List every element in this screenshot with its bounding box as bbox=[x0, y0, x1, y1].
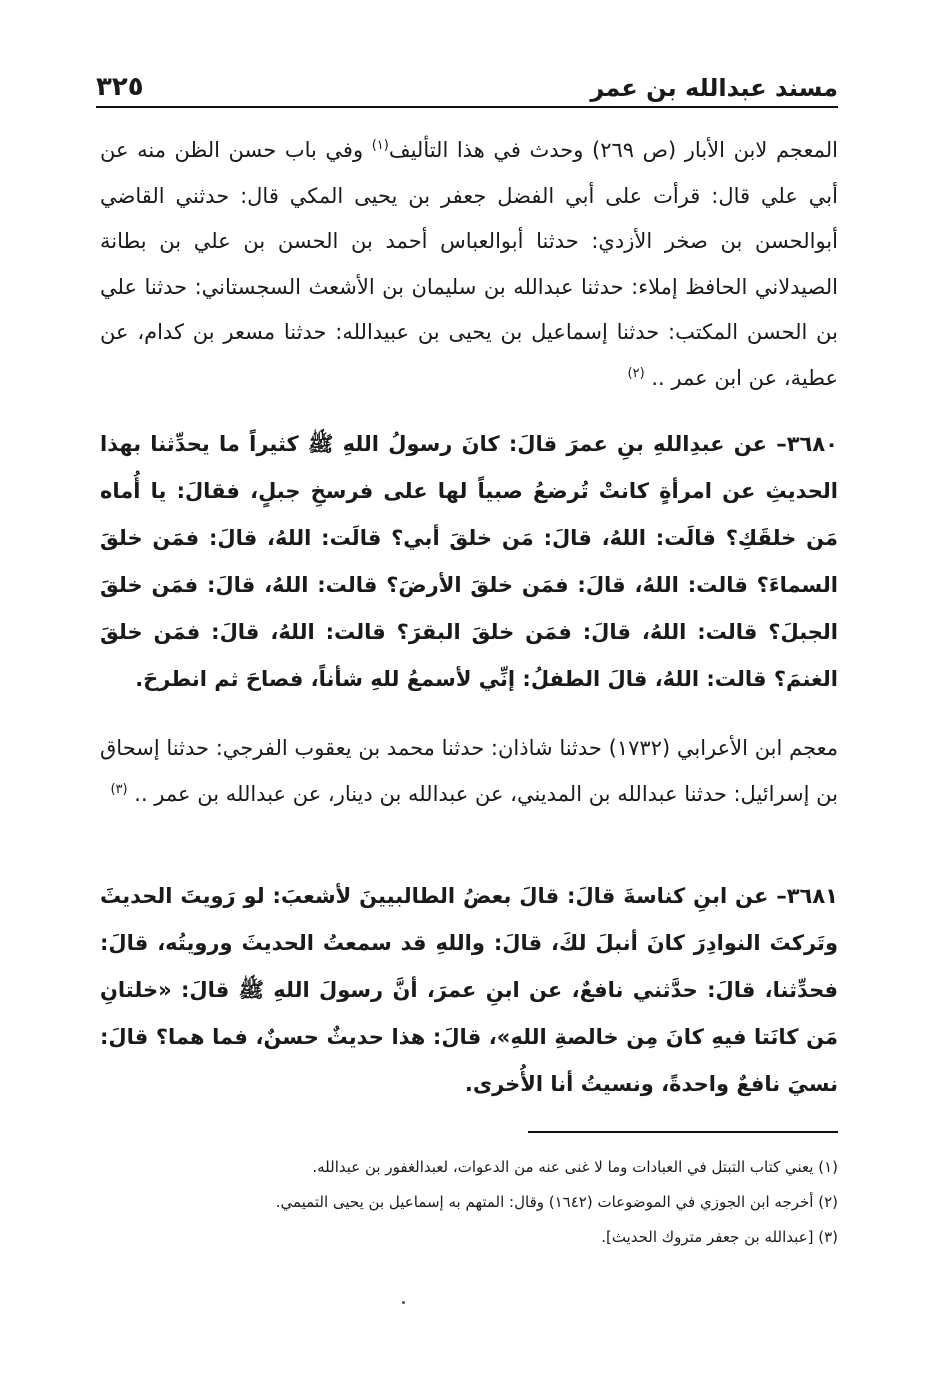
page-number: ٣٢٥ bbox=[96, 72, 144, 102]
footnote-1: (١) يعني كتاب التبتل في العبادات وما لا غنى عنه من الدعوات، لعبدالغفور بن عبدالله. bbox=[312, 1158, 838, 1176]
footnote-separator bbox=[528, 1131, 838, 1133]
print-speck bbox=[402, 1301, 405, 1304]
header-title: مسند عبدالله بن عمر bbox=[590, 74, 838, 102]
hadith-3680 bbox=[100, 421, 838, 703]
footnote-2: (٢) أخرجه ابن الجوزي في الموضوعات (١٦٤٢) وقال: المتهم به إسماعيل بن يحيى التميمي. bbox=[275, 1193, 838, 1211]
paragraph-text-rest: وفي باب حسن الظن منه عن أبي علي قال: قرأت على أبي الفضل جعفر بن يحيى المكي قال: حدثني القاضي أبوالحسن بن صخر الأزدي: حدثنا أبوالعباس أحمد بن الحسن بن علي بن بطانة الصيدلاني الحافظ إملاء: حدثنا عبدالله بن سليمان بن الأشعث السجستاني: حدثنا علي بن الحسن المكتب: حدثنا إسماعيل بن يحيى بن عبيدالله: حدثنا مسعر بن كدام، عن عطية، عن ابن عمر .. bbox=[100, 138, 838, 390]
paragraph-source-2 bbox=[100, 726, 838, 817]
paragraph-text: المعجم لابن الأبار (ص ٢٦٩) وحدث في هذا التأليف bbox=[388, 138, 838, 162]
running-header bbox=[96, 62, 838, 108]
hadith-3681 bbox=[100, 873, 838, 1108]
footnote-ref-2: (٢) bbox=[627, 365, 645, 381]
paragraph-source-1 bbox=[100, 128, 838, 401]
paragraph-text: معجم ابن الأعرابي (١٧٣٢) حدثنا شاذان: حدثنا محمد بن يعقوب الفرجي: حدثنا إسحاق بن إسرائيل: حدثنا عبدالله بن المديني، عن عبدالله بن دينار، عن عبدالله بن عمر .. bbox=[100, 736, 838, 806]
footnote-3: (٣) [عبدالله بن جعفر متروك الحديث]. bbox=[601, 1228, 838, 1246]
footnote-ref-3: (٣) bbox=[110, 781, 128, 797]
hadith-text: ٣٦٨١– عن ابنِ كناسةَ قالَ: قالَ بعضُ الطالبيينَ لأشعبَ: لو رَويتَ الحديثَ وتَركتَ النوادِرَ كانَ أنبلَ لكَ، قالَ: واللهِ قد سمعتُ الحديثَ ورويتُه، قالَ: فحدِّثنا، قالَ: حدَّثني نافعٌ، عن ابنِ عمرَ، أنَّ رسولَ اللهِ ﷺ قالَ: «خلتانِ مَن كانَتا فيهِ كانَ مِن خالصةِ اللهِ»، قالَ: هذا حديثٌ حسنٌ، فما هما؟ قالَ: نسيَ نافعٌ واحدةً، ونسيتُ أنا الأُخرى. bbox=[100, 884, 838, 1096]
hadith-text: ٣٦٨٠– عن عبدِاللهِ بنِ عمرَ قالَ: كانَ رسولُ اللهِ ﷺ كثيراً ما يحدِّثنا بهذا الحديثِ عن امرأةٍ كانتْ تُرضعُ صبياً لها على فرسخِ جبلٍ، فقالَ: يا أُماه مَن خلقَكِ؟ قالَت: اللهُ، قالَ: مَن خلقَ أبي؟ قالَت: اللهُ، قالَ: فمَن خلقَ السماءَ؟ قالت: اللهُ، قالَ: فمَن خلقَ الأرضَ؟ قالت: اللهُ، قالَ: فمَن خلقَ الجبلَ؟ قالت: اللهُ، قالَ: فمَن خلقَ البقرَ؟ قالت: اللهُ، قالَ: فمَن خلقَ الغنمَ؟ قالت: اللهُ، قالَ الطفلُ: إنِّي لأسمعُ للهِ شأناً، فصاحَ ثم انطرحَ. bbox=[100, 432, 838, 691]
footnote-ref-1: (١) bbox=[371, 138, 389, 153]
footnotes bbox=[100, 1150, 838, 1255]
